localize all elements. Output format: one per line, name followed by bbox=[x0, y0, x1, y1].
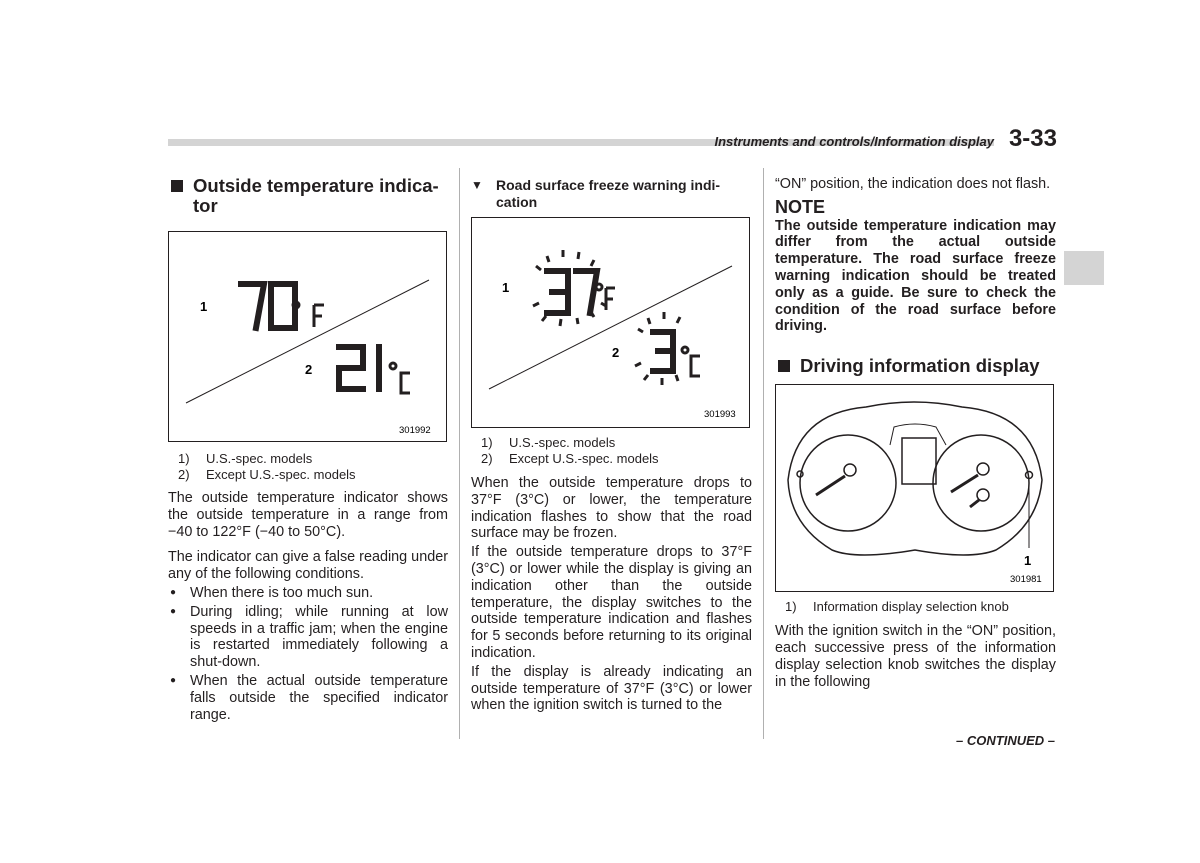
column-2 bbox=[471, 177, 752, 723]
temperature-display-illustration bbox=[169, 232, 446, 441]
paragraph: The indicator can give a false reading under any of the following conditions. bbox=[168, 549, 448, 583]
list-item: ● During idling; while running at low speeds in a traffic jam; when the engine is restarted immediately following a shut-down. bbox=[170, 603, 448, 671]
instrument-cluster-illustration bbox=[776, 385, 1053, 591]
fig-label: 1 bbox=[200, 299, 208, 314]
list-item: ● When the actual outside temperature falls outside the specified indicator range. bbox=[170, 672, 448, 723]
column-divider bbox=[459, 168, 460, 739]
caption-item: 1) U.S.-spec. models bbox=[178, 451, 313, 466]
section-heading bbox=[775, 356, 1056, 376]
fig-label: 1 bbox=[502, 280, 510, 295]
paragraph: With the ignition switch in the “ON” position, each successive press of the information display selection knob switches the display in the following bbox=[775, 623, 1056, 690]
caption-item: 1) U.S.-spec. models bbox=[481, 435, 616, 450]
figure-captions bbox=[168, 451, 448, 483]
figure-captions bbox=[471, 435, 752, 467]
bullet-icon: ● bbox=[170, 586, 177, 598]
heading-text: Road surface freeze warning indi-cation bbox=[496, 177, 721, 210]
fig-label: 2 bbox=[305, 362, 313, 377]
heading-text: Outside temperature indica-tor bbox=[193, 175, 439, 216]
tachometer-icon bbox=[933, 435, 1029, 531]
paragraph: If the outside temperature drops to 37°F (3°C) or lower while the display is giving an indication other than the outside temperature, the display switches to the outside temperature indication and flashes for 5 seconds before returning to its original indication. bbox=[471, 544, 752, 661]
column-1 bbox=[168, 176, 448, 723]
caption-item: 1) Information display selection knob bbox=[785, 599, 1009, 615]
figure-code: 301981 bbox=[1010, 574, 1042, 586]
fig-label: 1 bbox=[1024, 553, 1032, 569]
section-heading bbox=[168, 176, 448, 216]
paragraph: “ON” position, the indication does not flash. bbox=[775, 176, 1051, 192]
square-bullet-icon bbox=[778, 360, 790, 372]
fig-label: 2 bbox=[612, 345, 620, 360]
bullet-icon: ● bbox=[170, 605, 177, 617]
figure-code: 301993 bbox=[704, 409, 736, 420]
section-title: Instruments and controls/Information display bbox=[714, 134, 994, 149]
note-body: The outside temperature indication may differ from the actual outside temperature. The road surface freeze warning indication should be treated only as a guide. Be sure to check the condition of the road surface before driving. bbox=[775, 217, 1056, 335]
note-heading: NOTE bbox=[775, 196, 826, 217]
paragraph: If the display is already indicating an outside temperature of 37°F (3°C) or lower when the ignition switch is turned to the bbox=[471, 663, 752, 714]
seven-segment-digits bbox=[547, 271, 673, 371]
bullet-icon: ● bbox=[170, 674, 177, 686]
cluster-outline bbox=[788, 402, 1042, 555]
paragraph: When the outside temperature drops to 37°F (3°C) or lower, the temperature indication flashes to show that the road surface may be frozen. bbox=[471, 475, 752, 542]
unit-glyphs bbox=[596, 284, 700, 376]
instrument-cluster-figure bbox=[775, 384, 1054, 592]
continued-label: – CONTINUED – bbox=[956, 733, 1055, 748]
temperature-figure bbox=[168, 231, 447, 442]
freeze-warning-figure bbox=[471, 217, 750, 428]
speedometer-icon bbox=[800, 435, 896, 531]
paragraph: The outside temperature indicator shows the outside temperature in a range from −40 to 122°F (−40 to 50°C). bbox=[168, 490, 448, 540]
caption-item: 2) Except U.S.-spec. models bbox=[178, 467, 356, 482]
column-divider bbox=[763, 168, 764, 739]
page-number: 3-33 bbox=[1008, 125, 1057, 152]
freeze-warning-illustration bbox=[472, 218, 749, 427]
heading-text: Driving information display bbox=[800, 355, 1040, 377]
triangle-bullet-icon: ▼ bbox=[471, 178, 483, 192]
thumb-tab bbox=[1064, 251, 1104, 285]
list-item: ● When there is too much sun. bbox=[170, 584, 374, 601]
square-bullet-icon bbox=[171, 180, 183, 192]
figure-code: 301992 bbox=[399, 425, 431, 436]
subsection-heading bbox=[471, 177, 752, 211]
column-3 bbox=[775, 176, 1056, 699]
caption-item: 2) Except U.S.-spec. models bbox=[481, 451, 659, 466]
information-display-icon bbox=[902, 438, 936, 484]
figure-captions bbox=[775, 599, 1056, 615]
